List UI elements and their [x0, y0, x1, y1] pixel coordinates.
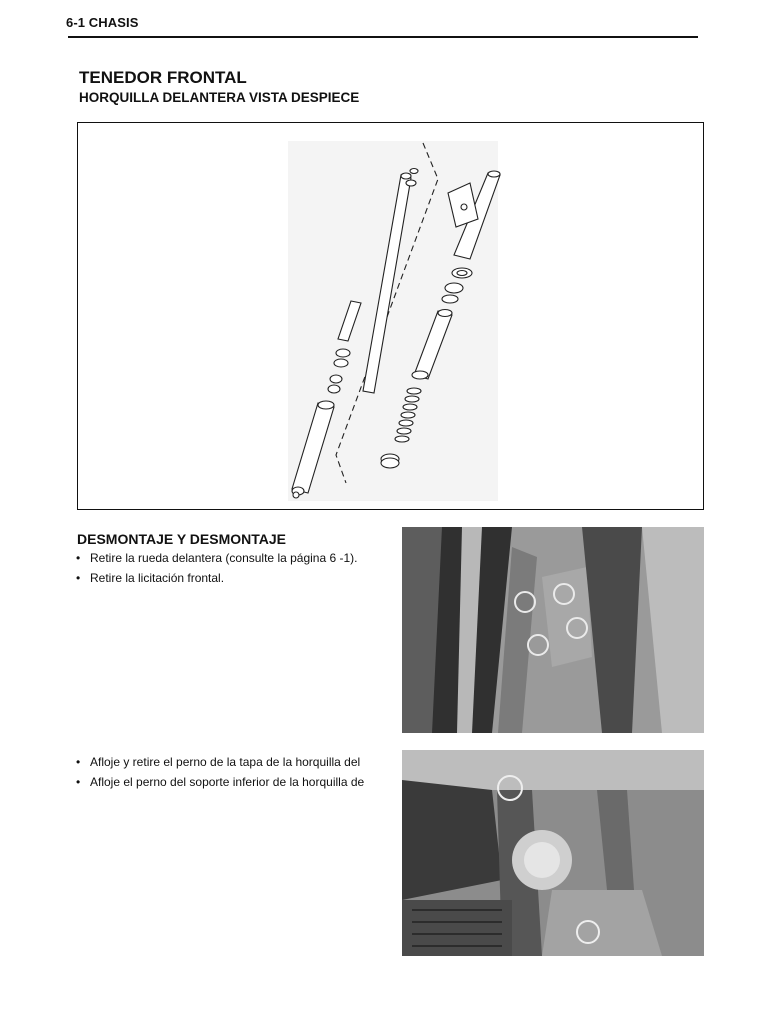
fork-bolt-photo: [402, 750, 704, 956]
page-subtitle: HORQUILLA DELANTERA VISTA DESPIECE: [79, 90, 360, 105]
exploded-view-diagram: [77, 122, 704, 510]
step-list-2: [76, 752, 402, 792]
page-title: TENEDOR FRONTAL: [79, 68, 247, 87]
list-item: • Retire la licitación frontal.: [76, 568, 402, 588]
page-header-label: 6-1 CHASIS: [66, 15, 139, 30]
front-fork-exploded-drawing: [78, 123, 705, 511]
step-list-1: [76, 548, 402, 588]
section-heading: DESMONTAJE Y DESMONTAJE: [77, 531, 287, 547]
header-rule: [68, 36, 698, 38]
list-item: • Afloje y retire el perno de la tapa de la horquilla del: [76, 752, 402, 772]
list-item: • Afloje el perno del soporte inferior de la horquilla de: [76, 772, 402, 792]
list-item: • Retire la rueda delantera (consulte la página 6 -1).: [76, 548, 402, 568]
fork-bracket-photo: [402, 527, 704, 733]
